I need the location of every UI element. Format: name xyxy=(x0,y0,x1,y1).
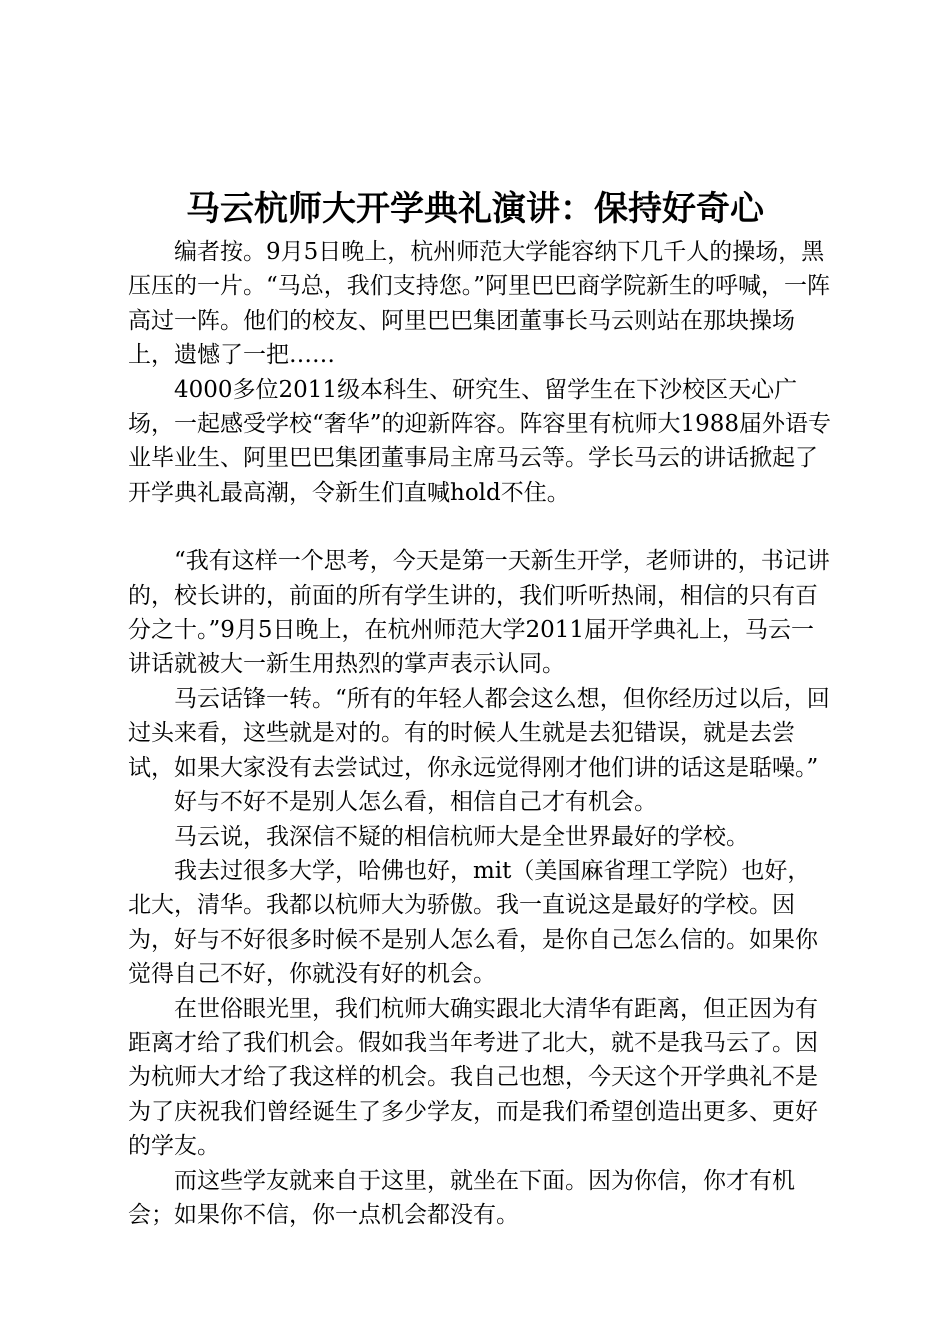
paragraph-universities: 我去过很多大学，哈佛也好，mit（美国麻省理工学院）也好，北大，清华。我都以杭师大为骄傲。我一直说这是最好的学校。因为，好与不好很多时候不是别人怎么看，是你自己怎么信的。如果你觉得自己不好，你就没有好的机会。 xyxy=(128,857,818,988)
paragraph-editor-note: 编者按。9月5日晚上，杭州师范大学能容纳下几千人的操场，黑压压的一片。“马总，我们支持您。”阿里巴巴商学院新生的呼喊，一阵高过一阵。他们的校友、阿里巴巴集团董事长马云则站在那块操场上，遗憾了一把…… xyxy=(128,239,831,369)
paragraph-best-school: 马云说，我深信不疑的相信杭师大是全世界最好的学校。 xyxy=(174,823,749,850)
document-body xyxy=(128,235,833,1232)
paragraph-belief: 好与不好不是别人怎么看，相信自己才有机会。 xyxy=(174,789,657,816)
paragraph-distance: 在世俗眼光里，我们杭师大确实跟北大清华有距离，但正因为有距离才给了我们机会。假如我当年考进了北大，就不是我马云了。因为杭师大才给了我这样的机会。我自己也想，今天这个开学典礼不是为了庆祝我们曾经诞生了多少学友，而是我们希望创造出更多、更好的学友。 xyxy=(128,995,818,1160)
paragraph-intro: 4000多位2011级本科生、研究生、留学生在下沙校区天心广场，一起感受学校“奢华”的迎新阵容。阵容里有杭师大1988届外语专业毕业生、阿里巴巴集团董事局主席马云等。学长马云的讲话掀起了开学典礼最高潮，令新生们直喊hold不住。 xyxy=(128,376,832,506)
paragraph-opportunity: 而这些学友就来自于这里，就坐在下面。因为你信，你才有机会；如果你不信，你一点机会都没有。 xyxy=(128,1167,795,1228)
paragraph-quote: “我有这样一个思考，今天是第一天新生开学，老师讲的，书记讲的，校长讲的，前面的所有学生讲的，我们听听热闹，相信的只有百分之十。”9月5日晚上，在杭州师范大学2011届开学典礼上，马云一讲话就被大一新生用热烈的掌声表示认同。 xyxy=(128,548,830,678)
paragraph-turn: 马云话锋一转。“所有的年轻人都会这么想，但你经历过以后，回过头来看，这些就是对的。有的时候人生就是去犯错误，就是去尝试，如果大家没有去尝试过，你永远觉得刚才他们讲的话这是聒噪。” xyxy=(128,685,830,781)
document-title: 马云杭师大开学典礼演讲：保持好奇心 xyxy=(186,189,764,229)
